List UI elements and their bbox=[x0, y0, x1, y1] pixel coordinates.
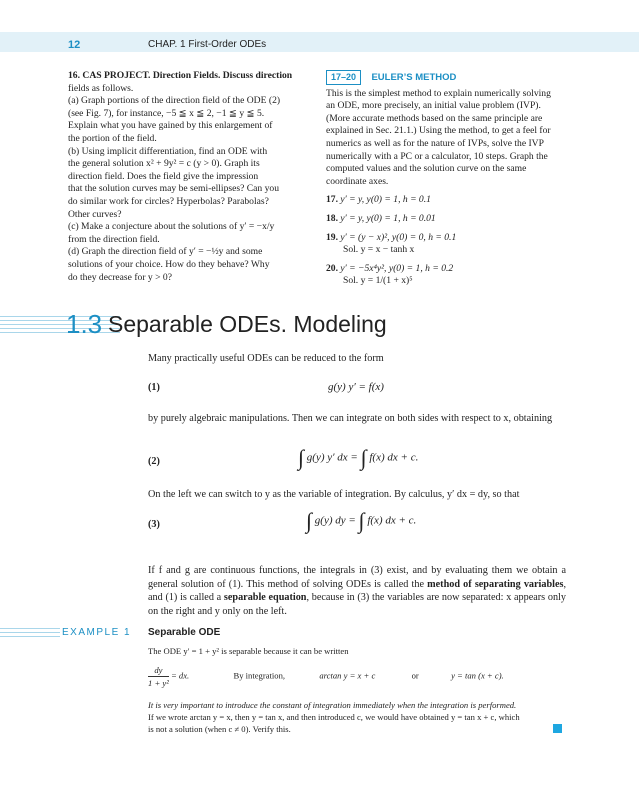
integral-sign: ∫ bbox=[306, 508, 313, 533]
result-arctan: arctan y = x + c bbox=[319, 670, 376, 681]
euler-line: computed values and the solution curve on the same bbox=[326, 163, 527, 175]
equation-label-1: (1) bbox=[148, 382, 160, 393]
fraction-dy-over bbox=[148, 664, 169, 689]
para4-part-c: , because in (3) the variables are now separated: x appears only on the right and y only on the left. bbox=[148, 592, 566, 617]
euler-line: numerics as well as for the nature of IVPs, solve the IVP bbox=[326, 137, 544, 149]
euler-line: explained in Sec. 21.1.) Using the method, to get a feel for bbox=[326, 125, 551, 137]
problem-number: 20. bbox=[326, 262, 338, 274]
running-head: CHAP. 1 First-Order ODEs bbox=[148, 39, 267, 50]
equation-3-right: f(x) dx + c. bbox=[367, 514, 417, 527]
example-label: EXAMPLE 1 bbox=[62, 627, 132, 638]
equation-2 bbox=[298, 445, 418, 471]
problem-line: 16. CAS PROJECT. Direction Fields. Discuss direction bbox=[68, 70, 293, 81]
para4-part-b: , and (1) is called a bbox=[148, 578, 566, 603]
euler-title: EULER’S METHOD bbox=[371, 72, 457, 83]
problem-line: (d) Graph the direction field of y′ = −½y and some bbox=[68, 246, 263, 258]
example-note-1: It is very important to introduce the constant of integration immediately when the integration is performed. bbox=[148, 700, 517, 710]
problem-line: fields as follows. bbox=[68, 82, 134, 94]
euler-line: coordinate axes. bbox=[326, 175, 389, 187]
problem-equation: y′ = y, y(0) = 1, h = 0.1 bbox=[340, 194, 431, 206]
example-equation-row bbox=[148, 664, 504, 689]
problem-range-badge: 17–20 bbox=[326, 70, 361, 85]
euler-line: (More accurate methods based on the same principle are bbox=[326, 112, 543, 124]
paragraph-2: by purely algebraic manipulations. Then we can integrate on both sides with respect to x, obtaining bbox=[148, 413, 553, 424]
example-rule-decoration bbox=[0, 628, 60, 640]
problem-equation: y′ = y, y(0) = 1, h = 0.01 bbox=[340, 212, 436, 224]
euler-line: an ODE, more precisely, an initial value problem (IVP). bbox=[326, 100, 541, 112]
paragraph-4 bbox=[148, 564, 566, 618]
equation-label-3: (3) bbox=[148, 519, 160, 530]
section-number: 1.3 bbox=[66, 309, 103, 339]
euler-method-block bbox=[326, 70, 566, 288]
page-header bbox=[0, 32, 639, 52]
intro-paragraph: Many practically useful ODEs can be reduced to the form bbox=[148, 353, 384, 364]
problem-line: (c) Make a conjecture about the solutions of y′ = −x/y bbox=[68, 221, 275, 233]
problem-line: (b) Using implicit differentiation, find an ODE with bbox=[68, 145, 268, 157]
example-note-3: is not a solution (when c ≠ 0). Verify this. bbox=[148, 724, 291, 734]
problem-number: 19. bbox=[326, 231, 338, 243]
problem-equation: y′ = −5x⁴y², y(0) = 1, h = 0.2 bbox=[340, 262, 454, 274]
problem-line: Other curves? bbox=[68, 208, 122, 220]
problem-line: (a) Graph portions of the direction field of the ODE (2) bbox=[68, 95, 281, 107]
problem-solution: Sol. y = 1/(1 + x)⁵ bbox=[343, 275, 413, 287]
problem-line: that the solution curves may be semi-ellipses? Can you bbox=[68, 183, 280, 195]
euler-problem-19 bbox=[326, 232, 566, 257]
problem-line: the portion of the field. bbox=[68, 132, 157, 144]
page-number: 12 bbox=[68, 39, 81, 51]
integral-sign: ∫ bbox=[360, 445, 367, 470]
problem-line: do similar work for circles? Hyperbolas? Parabolas? bbox=[68, 195, 269, 207]
para4-part-a: If f and g are continuous functions, the integrals in (3) exist, and by evaluating them we obtain a general solution of (1). This method of solving ODEs is called the bbox=[148, 565, 566, 590]
fraction-rhs: = dx. bbox=[170, 670, 190, 681]
or-text: or bbox=[411, 670, 419, 681]
problem-16 bbox=[68, 70, 306, 284]
problem-line: do they decrease for y > 0? bbox=[68, 271, 172, 283]
euler-line: numerically with a PC or a calculator, 10 steps. Graph the bbox=[326, 150, 548, 162]
paragraph-3: On the left we can switch to y as the variable of integration. By calculus, y′ dx = dy, so that bbox=[148, 489, 520, 500]
problem-line: the general solution x² + 9y² = c (y > 0). Graph its bbox=[68, 158, 260, 170]
example-note-2: If we wrote arctan y = x, then y = tan x, and then introduced c, we would have obtained y = tan x + c, which bbox=[148, 712, 520, 722]
problem-equation: y′ = (y − x)², y(0) = 0, h = 0.1 bbox=[340, 231, 457, 243]
equation-3-left: g(y) dy = bbox=[314, 514, 356, 527]
problem-line: direction field. Does the field give the impression bbox=[68, 170, 259, 182]
euler-problem-17 bbox=[326, 194, 566, 207]
by-integration-text: By integration, bbox=[233, 670, 286, 681]
euler-line: This is the simplest method to explain numerically solving bbox=[326, 87, 551, 99]
integral-sign: ∫ bbox=[358, 508, 365, 533]
end-of-example-mark bbox=[553, 724, 562, 733]
fraction-denominator: 1 + y² bbox=[148, 678, 169, 688]
problem-number: 18. bbox=[326, 212, 338, 224]
euler-problem-18 bbox=[326, 213, 566, 226]
euler-problem-20 bbox=[326, 263, 566, 288]
problem-number: 17. bbox=[326, 194, 338, 206]
problem-line: Explain what you have gained by this enlargement of bbox=[68, 120, 273, 132]
problem-solution: Sol. y = x − tanh x bbox=[343, 244, 415, 256]
problem-line: solutions of your choice. How do they behave? Why bbox=[68, 258, 270, 270]
problem-line: (see Fig. 7), for instance, −5 ≦ x ≦ 2, −1 ≦ y ≦ 5. bbox=[68, 107, 265, 119]
fraction-numerator: dy bbox=[148, 664, 169, 677]
term-method-of-separating-variables: method of separating variables bbox=[427, 578, 564, 590]
section-title: Separable ODEs. Modeling bbox=[108, 311, 387, 337]
equation-label-2: (2) bbox=[148, 456, 160, 467]
example-title: Separable ODE bbox=[148, 627, 221, 638]
example-line-1: The ODE y′ = 1 + y² is separable because it can be written bbox=[148, 646, 349, 656]
equation-3 bbox=[306, 508, 416, 534]
equation-2-right: f(x) dx + c. bbox=[369, 451, 419, 464]
term-separable-equation: separable equation bbox=[223, 592, 307, 603]
equation-2-left: g(y) y′ dx = bbox=[306, 451, 358, 464]
equation-1: g(y) y′ = f(x) bbox=[328, 381, 384, 393]
integral-sign: ∫ bbox=[298, 445, 305, 470]
problem-line: from the direction field. bbox=[68, 233, 160, 245]
result-tan: y = tan (x + c). bbox=[451, 670, 504, 681]
